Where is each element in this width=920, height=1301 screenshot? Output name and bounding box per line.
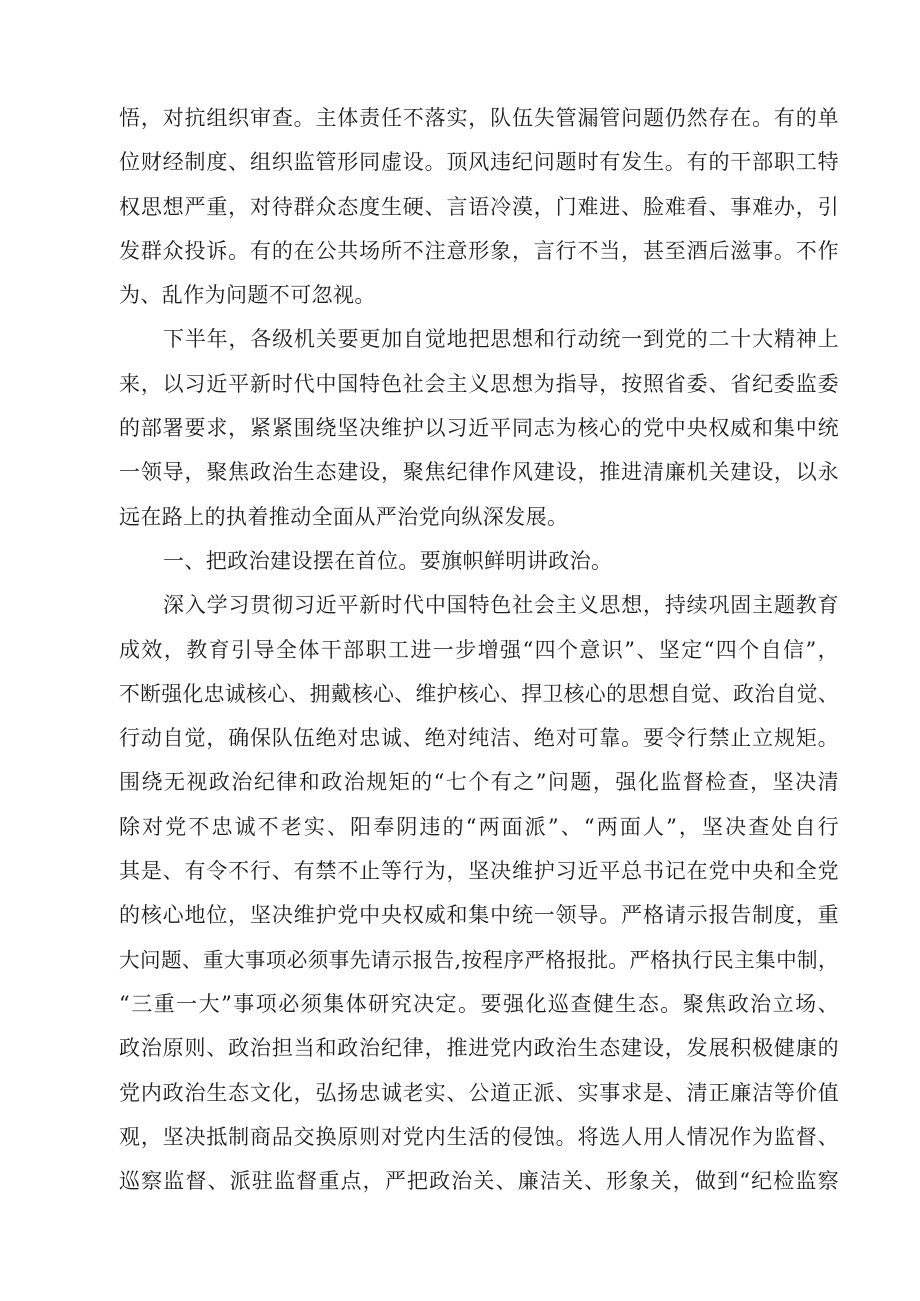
- text-line: 来，以习近平新时代中国特色社会主义思想为指导，按照省委、省纪委监委: [119, 371, 839, 396]
- text-line: 巡察监督、派驻监督重点，严把政治关、廉洁关、形象关，做到“纪检监察: [119, 1169, 839, 1194]
- section-heading: [119, 539, 839, 583]
- text-line: 不断强化忠诚核心、拥戴核心、维护核心、捍卫核心的思想自觉、政治自觉、: [119, 681, 839, 706]
- text-line: 政治原则、政治担当和政治纪律，推进党内政治生态建设，发展积极健康的: [119, 1036, 839, 1061]
- text-line: 为、乱作为问题不可忽视。: [119, 283, 376, 308]
- text-line: “三重一大”事项必须集体研究决定。要强化巡查健生态。聚焦政治立场、: [119, 991, 839, 1016]
- text-line: 行动自觉，确保队伍绝对忠诚、绝对纯洁、绝对可靠。要令行禁止立规矩。: [119, 726, 839, 751]
- text-line: 观，坚决抵制商品交换原则对党内生活的侵蚀。将选人用人情况作为监督、: [119, 1124, 839, 1149]
- text-line: 大问题、重大事项必须事先请示报告,按程序严格报批。严格执行民主集中制，: [119, 947, 839, 972]
- document-body: [119, 96, 839, 1203]
- text-line: 深入学习贯彻习近平新时代中国特色社会主义思想，持续巩固主题教育: [163, 593, 839, 618]
- text-line: 权思想严重，对待群众态度生硬、言语冷漠，门难进、脸难看、事难办，引: [119, 194, 839, 219]
- text-line: 成效，教育引导全体干部职工进一步增强“四个意识”、坚定“四个自信”，: [119, 637, 839, 662]
- heading-text: 一、把政治建设摆在首位。要旗帜鲜明讲政治。: [163, 548, 613, 573]
- text-line: 围绕无视政治纪律和政治规矩的“七个有之”问题，强化监督检查，坚决清: [119, 770, 839, 795]
- text-line: 下半年，各级机关要更加自觉地把思想和行动统一到党的二十大精神上: [163, 327, 839, 352]
- text-line: 发群众投诉。有的在公共场所不注意形象，言行不当，甚至酒后滋事。不作: [119, 238, 839, 263]
- text-line: 远在路上的执着推动全面从严治党向纵深发展。: [119, 504, 569, 529]
- text-line: 悟，对抗组织审查。主体责任不落实，队伍失管漏管问题仍然存在。有的单: [119, 106, 839, 130]
- text-line: 的部署要求，紧紧围绕坚决维护以习近平同志为核心的党中央权威和集中统: [119, 416, 839, 441]
- text-line: 的核心地位，坚决维护党中央权威和集中统一领导。严格请示报告制度，重: [119, 903, 839, 928]
- text-line: 其是、有令不行、有禁不止等行为，坚决维护习近平总书记在党中央和全党: [119, 859, 839, 884]
- paragraph-2: [119, 317, 839, 538]
- paragraph-1: [119, 96, 839, 317]
- text-line: 党内政治生态文化，弘扬忠诚老实、公道正派、实事求是、清正廉洁等价值: [119, 1080, 839, 1105]
- paragraph-4: [119, 583, 839, 1203]
- text-line: 除对党不忠诚不老实、阳奉阴违的“两面派”、“两面人”，坚决查处自行: [119, 814, 839, 839]
- text-line: 一领导，聚焦政治生态建设，聚焦纪律作风建设，推进清廉机关建设，以永: [119, 460, 839, 485]
- text-line: 位财经制度、组织监管形同虚设。顶风违纪问题时有发生。有的干部职工特: [119, 150, 839, 175]
